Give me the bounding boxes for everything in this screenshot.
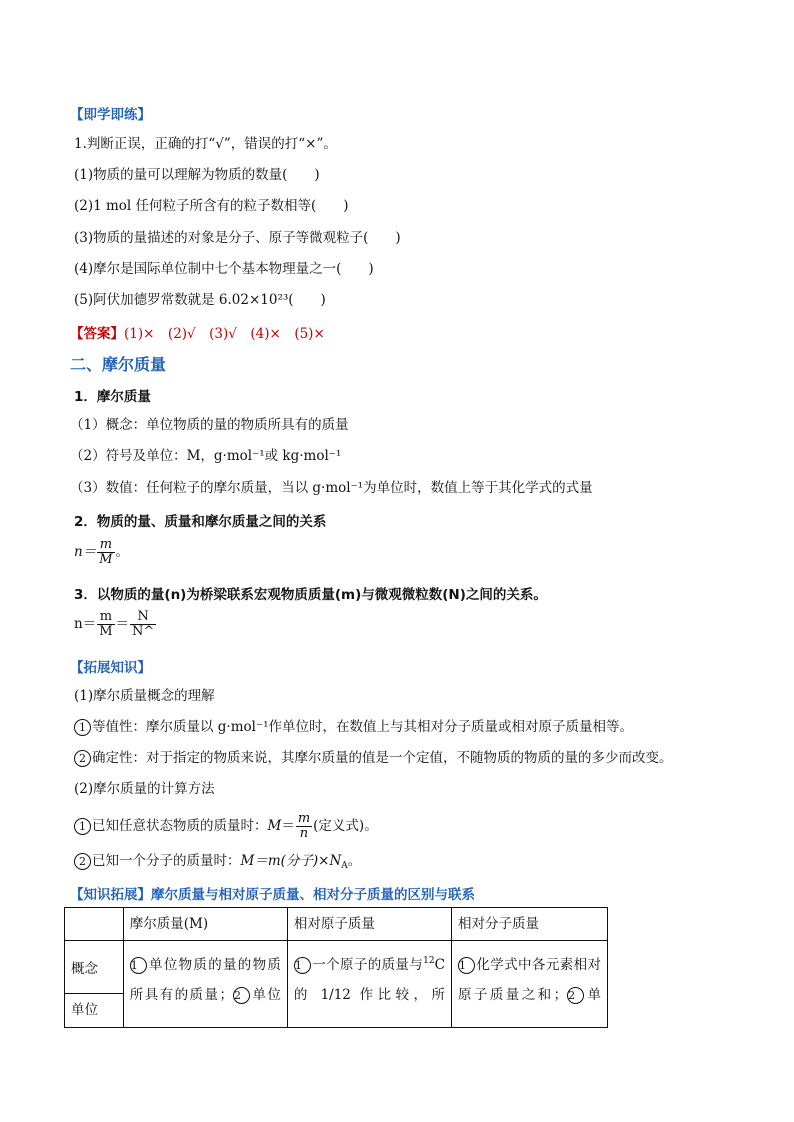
table-cell-relative-molecular-mass (451, 941, 607, 1028)
answer-text: (1)× (2)√ (3)√ (4)× (5)× (124, 326, 325, 342)
table-header-cell: 相对原子质量 (287, 908, 451, 941)
answer-label: 【答案】 (70, 326, 124, 342)
fraction-N-over-NA (130, 610, 156, 639)
circled-number: 1 (294, 957, 311, 974)
fraction-numerator: N (130, 610, 156, 625)
fraction-denominator: n (299, 826, 309, 841)
cell-text-part: 化学式中各元素相对原子质量之和； (457, 957, 601, 1003)
circled-number: 2 (74, 750, 91, 767)
knowledge-tag: 【知识拓展】 (70, 887, 151, 903)
question-item-1: (1)物质的量可以理解为物质的数量( ) (74, 167, 320, 183)
fraction-numerator: m (97, 538, 114, 553)
circled-number: 1 (458, 957, 475, 974)
table-cell-relative-atomic-mass (287, 941, 451, 1028)
circled-number: 2 (74, 853, 91, 870)
circled-number: 2 (233, 987, 250, 1004)
cell-text (294, 950, 445, 1010)
subsection-1-title: 1．摩尔质量 (74, 389, 151, 405)
cell-text-part: C 的 1/12 作比较，所 (293, 957, 445, 1003)
superscript: 12 (423, 956, 435, 966)
knowledge-heading (70, 883, 475, 903)
fraction-numerator: m (297, 811, 311, 826)
extend-point-1: (1)摩尔质量概念的理解 (74, 688, 215, 704)
practice-tag: 【即学即练】 (70, 107, 151, 123)
fraction-m-over-M-2 (97, 610, 114, 639)
formula2-eq: ＝ (115, 616, 130, 632)
table-header-cell: 摩尔质量(M) (123, 908, 287, 941)
calc1-suffix: (定义式)。 (313, 818, 378, 834)
fraction-denominator: M (99, 624, 113, 639)
question-intro: 1.判断正误，正确的打“√”，错误的打“×”。 (74, 136, 337, 152)
extend-tag: 【拓展知识】 (70, 660, 151, 676)
fraction-denominator: N^ (132, 624, 155, 639)
circled-number: 2 (567, 987, 584, 1004)
row-label-unit: 单位 (65, 994, 124, 1028)
knowledge-title: 摩尔质量与相对原子质量、相对分子质量的区别与联系 (151, 887, 475, 903)
extend-equal-line (74, 718, 633, 736)
formula2-lhs: n＝ (74, 616, 97, 632)
table-row (65, 941, 608, 994)
section-title: 二、摩尔质量 (70, 355, 167, 374)
formula-tail: 。 (115, 544, 130, 560)
calc-method-1 (74, 812, 378, 841)
calc2-prefix: 已知一个分子的质量时： (92, 853, 241, 869)
formula-n-m-N (74, 610, 157, 639)
calc1-prefix: 已知任意状态物质的质量时： (92, 818, 268, 834)
calc1-eq: ＝ (281, 818, 295, 834)
cell-text-part: 单 (585, 987, 602, 1003)
molar-mass-concept: （1）概念：单位物质的量的物质所具有的质量 (70, 417, 349, 433)
question-item-4: (4)摩尔是国际单位制中七个基本物理量之一( ) (74, 261, 374, 277)
molar-mass-value: （3）数值：任何粒子的摩尔质量，当以 g·mol⁻¹为单位时，数值上等于其化学式的式量 (70, 480, 593, 496)
calc2-formula: M＝m(分子)×N (240, 853, 342, 869)
cell-text-part: 单位 (250, 987, 281, 1003)
calc-method-2 (74, 852, 361, 870)
answer-line (70, 322, 325, 342)
fraction-m-over-n (296, 812, 312, 841)
row-label-concept: 概念 (65, 941, 124, 994)
comparison-table (64, 907, 608, 1028)
extend-point-2: (2)摩尔质量的计算方法 (74, 781, 215, 797)
extend-definite-text: 确定性：对于指定的物质来说，其摩尔质量的值是一个定值，不随物质的物质的量的多少而改变。 (92, 750, 673, 766)
extend-definite-line (74, 749, 673, 767)
cell-text-part: 单位物质的量的物质所具有的质量； (129, 957, 281, 1003)
molar-mass-symbol-unit: （2）符号及单位：M，g·mol⁻¹或 kg·mol⁻¹ (70, 448, 342, 464)
fraction-numerator: m (97, 610, 114, 625)
table-cell-molar-mass (123, 941, 287, 1028)
fraction-denominator: M (99, 552, 113, 567)
circled-number: 1 (74, 818, 91, 835)
calc2-tail: 。 (347, 853, 362, 869)
extend-equal-text: 等值性：摩尔质量以 g·mol⁻¹作单位时，在数值上与其相对分子质量或相对原子质量相等。 (92, 719, 634, 735)
subsection-3-title: 3．以物质的量(n)为桥梁联系宏观物质质量(m)与微观微粒数(N)之间的关系。 (74, 587, 547, 603)
question-item-2: (2)1 mol 任何粒子所含有的粒子数相等( ) (74, 198, 349, 214)
circled-number: 1 (74, 719, 91, 736)
cell-text (130, 950, 281, 1010)
cell-text-part: 一个原子的质量与 (311, 957, 424, 973)
calc1-symbol: M (267, 818, 282, 834)
question-item-5: (5)阿伏加德罗常数就是 6.02×10²³( ) (74, 292, 326, 308)
table-header-cell: 相对分子质量 (451, 908, 607, 941)
cell-text (458, 950, 601, 1010)
question-item-3: (3)物质的量描述的对象是分子、原子等微观粒子( ) (74, 230, 401, 246)
table-header-cell (65, 908, 124, 941)
circled-number: 1 (130, 957, 147, 974)
formula-n-m-M (74, 538, 129, 567)
table-header-row (65, 908, 608, 941)
formula-lhs: n＝ (74, 544, 97, 560)
fraction-m-over-M (97, 538, 114, 567)
calc2-subscript: A (341, 861, 348, 871)
subsection-2-title: 2．物质的量、质量和摩尔质量之间的关系 (74, 514, 327, 530)
